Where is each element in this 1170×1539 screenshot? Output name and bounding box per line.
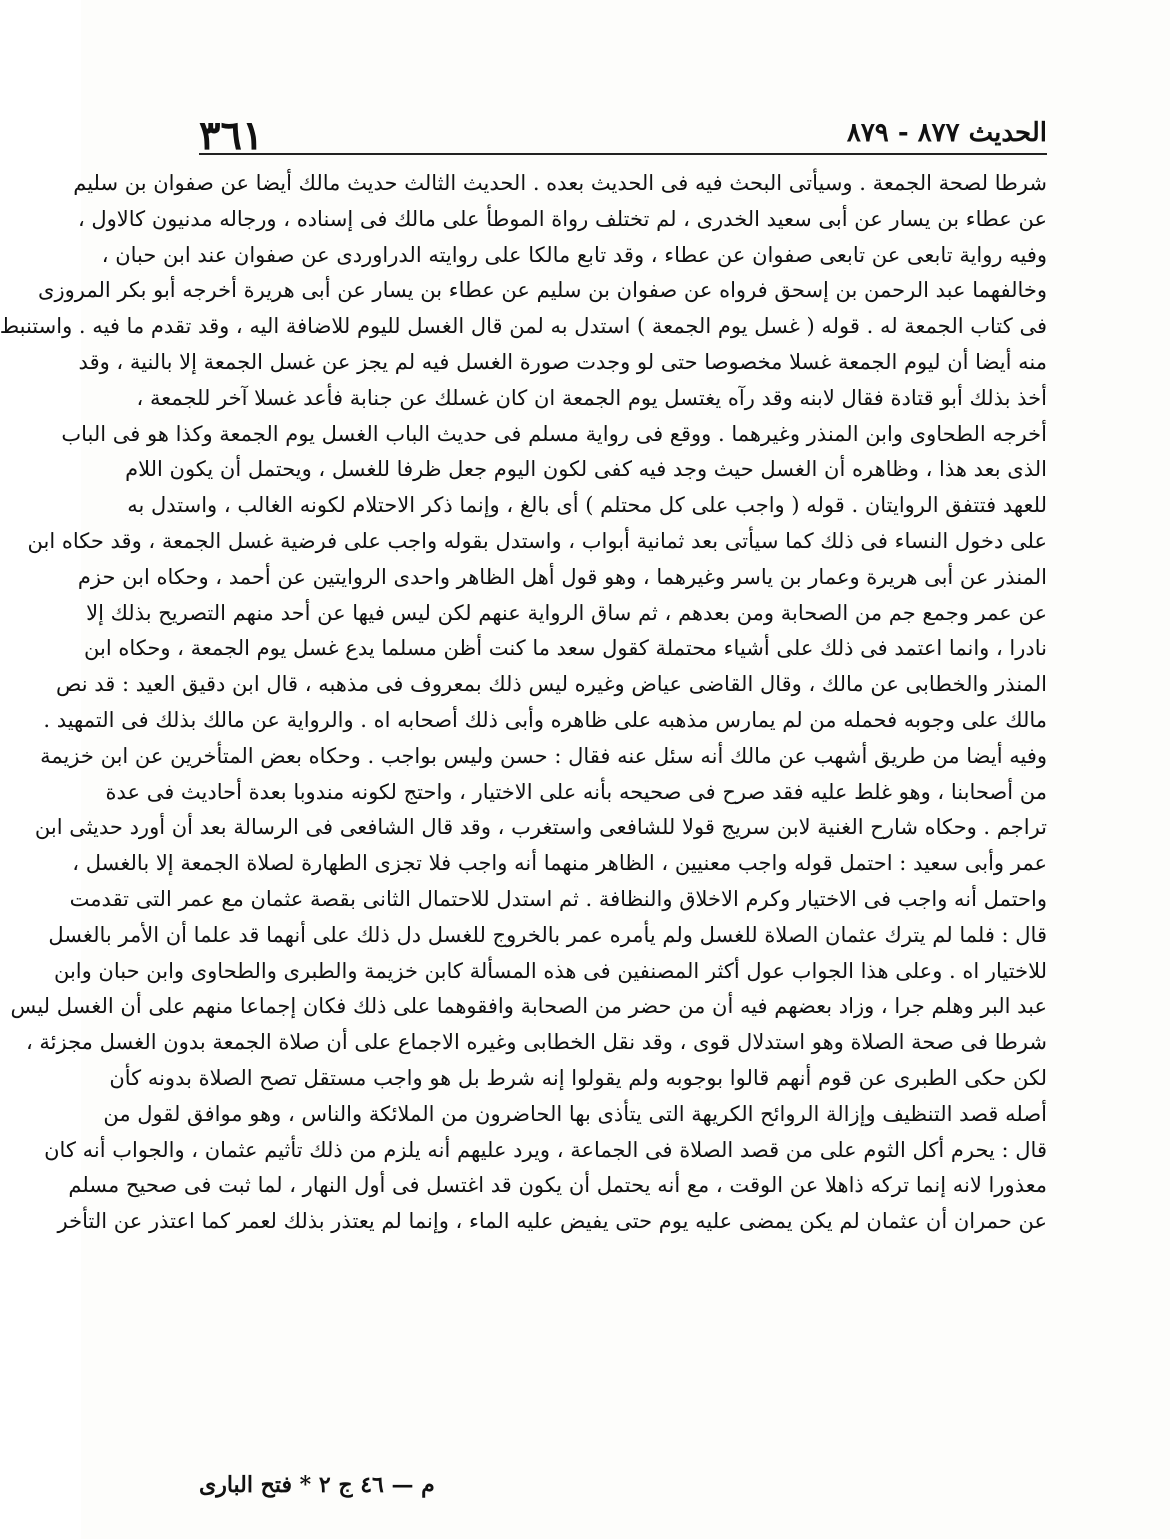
text-line: عمر وأبى سعيد : احتمل قوله واجب معنيين ، الظاهر منهما أنه واجب فلا تجزى الطهارة لصلاة الجمعة إلا بالغسل ، (72, 851, 1047, 876)
header-divider (199, 153, 1047, 155)
text-line: الذى بعد هذا ، وظاهره أن الغسل حيث وجد فيه كفى لكون اليوم جعل ظرفا للغسل ، ويحتمل أن يكون اللام (125, 457, 1047, 482)
text-line: عبد البر وهلم جرا ، وزاد بعضهم فيه أن من حضر من الصحابة وافقوهما على ذلك فكان إجماعا منهم على أن الغسل ليس (10, 994, 1047, 1019)
text-line: شرطا لصحة الجمعة . وسيأتى البحث فيه فى الحديث بعده . الحديث الثالث حديث مالك أيضا عن صفوان بن سليم (73, 171, 1047, 195)
text-line: المنذر عن أبى هريرة وعمار بن ياسر وغيرهما ، وهو قول أهل الظاهر واحدى الروايتين عن أحمد ، وحكاه ابن حزم (77, 564, 1047, 589)
page-header (199, 112, 1047, 159)
text-line: أصله قصد التنظيف وإزالة الروائح الكريهة التى يتأذى بها الحاضرون من الملائكة والناس ، وهو موافق لقول من (103, 1101, 1047, 1126)
text-line: عن عطاء بن يسار عن أبى سعيد الخدرى ، لم تختلف رواة الموطأ على مالك فى إسناده ، ورجاله مدنيون كالاول ، (77, 206, 1047, 231)
text-line: أخذ بذلك أبو قتادة فقال لابنه وقد رآه يغتسل يوم الجمعة ان كان غسلك عن جنابة فأعد غسلا آخر للجمعة ، (136, 385, 1047, 410)
text-line: وخالفهما عبد الرحمن بن إسحق فرواه عن صفوان بن سليم عن عطاء بن يسار عن أبى هريرة أخرجه أبو بكر المروزى (38, 278, 1047, 303)
text-line: واحتمل أنه واجب فى الاختيار وكرم الاخلاق والنظافة . ثم استدل للاحتمال الثانى بقصة عثمان مع عمر التى تقدمت (69, 886, 1047, 911)
text-line: فى كتاب الجمعة له . قوله ( غسل يوم الجمعة ) استدل به لمن قال الغسل لليوم للاضافة اليه ، وقد تقدم ما فيه . واستنبط (0, 314, 1047, 339)
body-text (0, 166, 1047, 1456)
text-line: وفيه أيضا من طريق أشهب عن مالك أنه سئل عنه فقال : حسن وليس بواجب . وحكاه بعض المتأخرين عن ابن خزيمة (40, 743, 1047, 768)
text-line: تراجم . وحكاه شارح الغنية لابن سريج قولا للشافعى واستغرب ، وقد قال الشافعى فى الرسالة بعد أن أورد حديثى ابن (34, 815, 1047, 840)
text-line: عن عمر وجمع جم من الصحابة ومن بعدهم ، ثم ساق الرواية عنهم لكن ليس فيها عن أحد منهم التصريح بذلك إلا (86, 600, 1047, 625)
text-line: نادرا ، وانما اعتمد فى ذلك على أشياء محتملة كقول سعد ما كنت أظن مسلما يدع غسل يوم الجمعة ، وحكاه ابن (84, 636, 1047, 661)
text-line: من أصحابنا ، وهو غلط عليه فقد صرح فى صحيحه بأنه على الاختيار ، واحتج لكونه مندوبا بعدة أحاديث فى عدة (105, 779, 1047, 804)
text-line: شرطا فى صحة الصلاة وهو استدلال قوى ، وقد نقل الخطابى وغيره الاجماع على أن صلاة الجمعة بدون الغسل مجزئة ، (25, 1030, 1047, 1055)
text-line: مالك على وجوبه فحمله من لم يمارس مذهبه على ظاهره وأبى ذلك أصحابه اه . والرواية عن مالك بذلك فى التمهيد . (43, 707, 1047, 732)
page-number: ٣٦١ (199, 112, 264, 159)
text-line: للعهد فتتفق الروايتان . قوله ( واجب على كل محتلم ) أى بالغ ، وإنما ذكر الاحتلام لكونه الغالب ، واستدل به (127, 493, 1047, 518)
header-title: الحديث ٨٧٧ - ٨٧٩ (846, 118, 1047, 148)
text-line: قال : يحرم أكل الثوم على من قصد الصلاة فى الجماعة ، ويرد عليهم أنه يلزم من ذلك تأثيم عثمان ، والجواب أنه كان (44, 1137, 1047, 1162)
printer-signature: م — ٤٦ ج ٢ * فتح البارى (199, 1472, 435, 1498)
text-line: قال : فلما لم يترك عثمان الصلاة للغسل ولم يأمره عمر بالخروج للغسل دل ذلك على أنهما قد علما أن الأمر بالغسل (48, 922, 1047, 947)
text-line: معذورا لانه إنما تركه ذاهلا عن الوقت ، مع أنه يحتمل أن يكون قد اغتسل فى أول النهار ، لما ثبت فى صحيح مسلم (68, 1173, 1047, 1198)
text-line: للاختيار اه . وعلى هذا الجواب عول أكثر المصنفين فى هذه المسألة كابن خزيمة والطبرى والطحاوى وابن حبان وابن (53, 958, 1047, 983)
text-line: أخرجه الطحاوى وابن المنذر وغيرهما . ووقع فى رواية مسلم فى حديث الباب الغسل يوم الجمعة وكذا هو فى الباب (61, 421, 1047, 446)
text-line: عن حمران أن عثمان لم يكن يمضى عليه يوم حتى يفيض عليه الماء ، وإنما لم يعتذر بذلك لعمر كما اعتذر عن التأخر (57, 1209, 1047, 1234)
text-line: وفيه رواية تابعى عن تابعى صفوان عن عطاء ، وقد تابع مالكا على روايته الدراوردى عن صفوان عند ابن حبان ، (101, 242, 1047, 267)
text-line: على دخول النساء فى ذلك كما سيأتى بعد ثمانية أبواب ، واستدل بقوله واجب على فرضية غسل الجمعة ، وقد حكاه ابن (27, 528, 1047, 553)
text-line: المنذر والخطابى عن مالك ، وقال القاضى عياض وغيره ليس ذلك بمعروف فى مذهبه ، قال ابن دقيق العيد : قد نص (56, 672, 1047, 697)
text-line: منه أيضا أن ليوم الجمعة غسلا مخصوصا حتى لو وجدت صورة الغسل فيه لم يجز عن غسل الجمعة إلا بالنية ، وقد (78, 349, 1047, 374)
text-line: لكن حكى الطبرى عن قوم أنهم قالوا بوجوبه ولم يقولوا إنه شرط بل هو واجب مستقل تصح الصلاة بدونه كأن (109, 1065, 1047, 1090)
